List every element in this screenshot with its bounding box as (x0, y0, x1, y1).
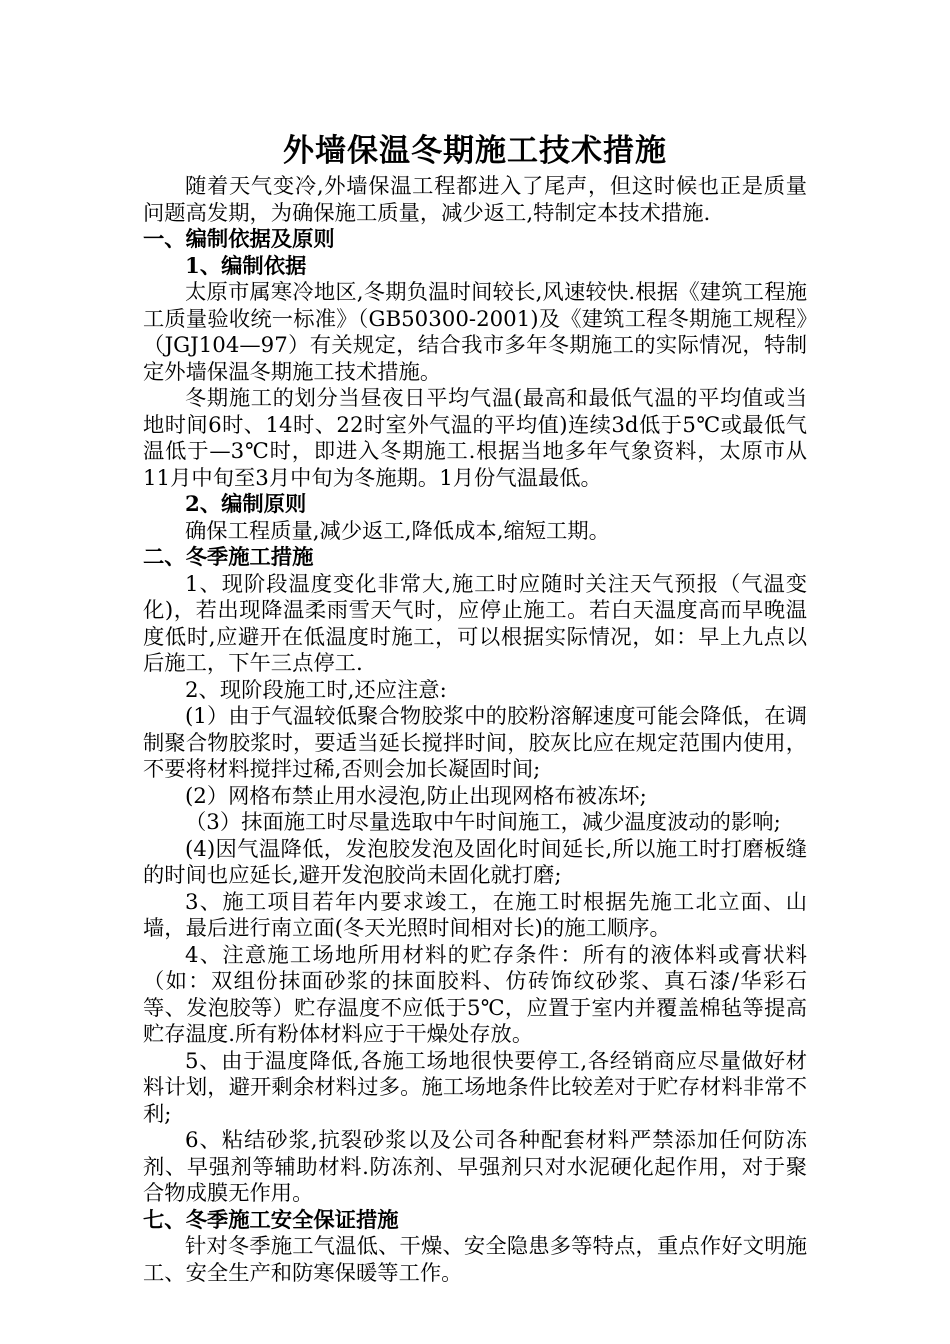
paragraph-measure-1: 1、现阶段温度变化非常大,施工时应随时关注天气预报（气温变化)，若出现降温柔雨雪天气时，应停止施工。若白天温度高而早晚温度低时,应避开在低温度时施工，可以根据实际情况，如：早上九点以后施工，下午三点停工. (143, 571, 807, 676)
document-body (143, 174, 807, 1287)
paragraph-measure-5: 5、由于温度降低,各施工场地很快要停工,各经销商应尽量做好材料计划，避开剩余材料过多。施工场地条件比较差对于贮存材料非常不利; (143, 1048, 807, 1127)
paragraph-winter-definition: 冬期施工的划分当昼夜日平均气温(最高和最低气温的平均值或当地时间6时、14时、22时室外气温的平均值)连续3d低于5℃或最低气温低于—3℃时，即进入冬期施工.根据当地多年气象资料，太原市从11月中旬至3月中旬为冬施期。1月份气温最低。 (143, 386, 807, 491)
paragraph-measure-6: 6、粘结砂浆,抗裂砂浆以及公司各种配套材料严禁添加任何防冻剂、早强剂等辅助材料.防冻剂、早强剂只对水泥硬化起作用，对于聚合物成膜无作用。 (143, 1128, 807, 1206)
paragraph-measure-3: 3、施工项目若年内要求竣工，在施工时根据先施工北立面、山墙，最后进行南立面(冬天光照时间相对长)的施工顺序。 (143, 889, 807, 941)
section-heading-7: 七、冬季施工安全保证措施 (143, 1207, 399, 1233)
document-title: 外墙保温冬期施工技术措施 (283, 133, 667, 169)
paragraph-intro: 随着天气变冷,外墙保温工程都进入了尾声，但这时候也正是质量问题高发期，为确保施工质量，减少返工,特制定本技术措施. (143, 174, 807, 226)
section-heading-1: 一、编制依据及原则 (143, 227, 335, 252)
paragraph-note-1: (1）由于气温较低聚合物胶浆中的胶粉溶解速度可能会降低，在调制聚合物胶浆时，要适当延长搅拌时间，胶灰比应在规定范围内使用，不要将材料搅拌过稀,否则会加长凝固时间; (143, 704, 807, 782)
paragraph-note-2: (2）网格布禁止用水浸泡,防止出现网格布被冻坏; (185, 783, 647, 809)
subsection-heading-basis: 1、编制依据 (185, 253, 307, 279)
paragraph-note-4: (4)因气温降低，发泡胶发泡及固化时间延长,所以施工时打磨板缝的时间也应延长,避开发泡胶尚未固化就打磨; (143, 836, 807, 888)
paragraph-principle: 确保工程质量,减少返工,降低成本,缩短工期。 (185, 518, 610, 544)
section-heading-2: 二、冬季施工措施 (143, 545, 314, 570)
paragraph-safety: 针对冬季施工气温低、干燥、安全隐患多等特点，重点作好文明施工、安全生产和防寒保暖等工作。 (143, 1234, 807, 1286)
paragraph-measure-4: 4、注意施工场地所用材料的贮存条件：所有的液体料或膏状料（如：双组份抹面砂浆的抹面胶料、仿砖饰纹砂浆、真石漆/华彩石等、发泡胶等）贮存温度不应低于5℃，应置于室内并覆盖棉毡等提高贮存温度.所有粉体材料应于干燥处存放。 (143, 942, 807, 1047)
subsection-heading-principle: 2、编制原则 (185, 492, 307, 517)
paragraph-measure-2: 2、现阶段施工时,还应注意: (185, 677, 447, 703)
paragraph-note-3: （3）抹面施工时尽量选取中午时间施工，减少温度波动的影响; (185, 810, 781, 835)
paragraph-basis: 太原市属寒冷地区,冬期负温时间较长,风速较快.根据《建筑工程施工质量验收统一标准》（GB50300-2001)及《建筑工程冬期施工规程》（JGJ104—97）有关规定，结合我市多年冬期施工的实际情况，特制定外墙保温冬期施工技术措施。 (143, 280, 807, 385)
